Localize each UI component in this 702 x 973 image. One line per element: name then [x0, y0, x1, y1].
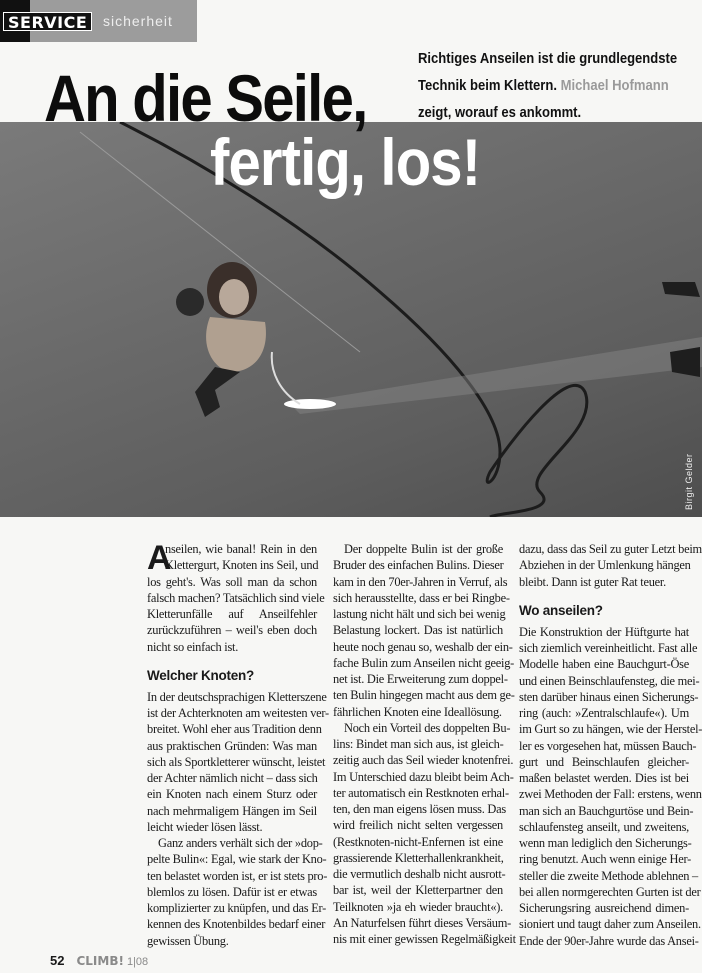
- text-line: der Achter nämlich nicht – dass sich: [147, 771, 318, 785]
- text-line: sich als Sportkletterer wünscht, leistet: [147, 754, 326, 769]
- text-line: In der deutschsprachigen Kletterszene: [147, 689, 327, 704]
- paragraph: [519, 624, 702, 949]
- text-line: schlaufensteg anseilt, und zweitens,: [519, 819, 689, 834]
- page-footer: [50, 953, 148, 968]
- headline-line-2: fertig, los!: [210, 125, 481, 199]
- text-line: net ist. Die Erweiterung zum doppel-: [333, 672, 508, 686]
- text-line: komplizierter zu knüpfen, und das Er-: [147, 901, 327, 915]
- text-line: zurückzuführen – weil's eben doch: [147, 623, 317, 638]
- text-line: blemlos zu lösen. Dafür ist er etwas: [147, 884, 317, 899]
- paragraph: [147, 835, 328, 949]
- text-line: im Gurt so zu hängen, wie der Herstel-: [519, 722, 702, 737]
- text-line: aus praktischen Gründen: Was man: [147, 738, 317, 753]
- text-line: Die Konstruktion der Hüftgurte hat: [519, 624, 689, 639]
- text-line: Kletterunfälle auf Anseilfehler: [147, 607, 317, 621]
- text-line: man sich an Bauchgurtöse und Bein-: [519, 803, 694, 818]
- magazine-name: CLIMB!: [76, 954, 124, 968]
- deck-text: Technik beim Klettern.: [418, 78, 557, 94]
- text-line: Ganz anders verhält sich der »dop-: [158, 836, 323, 850]
- headline-line-1: An die Seile,: [44, 61, 367, 135]
- text-line: ring (auch: »Zentralschlaufe«). Um: [519, 706, 689, 720]
- issue-number: 1|08: [126, 956, 149, 968]
- text-line: sten darüber hinaus einen Sicherungs-: [519, 689, 699, 704]
- page-number: 52: [50, 953, 65, 968]
- text-line: breitet. Wohl eher aus Tradition denn: [147, 722, 322, 737]
- text-line: Teilknoten »ja eh wieder braucht«).: [333, 899, 503, 914]
- text-line: sioniert und taugt daher zum Anseilen.: [519, 917, 701, 932]
- climber-body: [206, 317, 266, 372]
- text-line: wenn man lediglich den Sicherungs-: [519, 836, 692, 850]
- text-line: fährlichen Knoten eine Ideallösung.: [333, 704, 502, 719]
- text-line: heute noch genau so, weshalb der ein-: [333, 639, 513, 654]
- subsection-label: sicherheit: [103, 13, 173, 29]
- text-line: Bruder des einfachen Bulins. Dieser: [333, 558, 504, 573]
- author-name: Michael Hofmann: [560, 78, 669, 94]
- text-line: pelte Bulin«: Egal, wie stark der Kno-: [147, 852, 327, 867]
- text-line: steller die zweite Methode ablehnen –: [519, 868, 698, 883]
- text-line: gewissen Übung.: [147, 933, 229, 948]
- article-deck: [418, 46, 678, 127]
- text-line: bei allen normgerechten Gurten ist der: [519, 884, 701, 899]
- article-column-1: [147, 539, 329, 949]
- text-line: lins: Bindet man sich aus, ist gleich-: [333, 737, 504, 751]
- text-line: Der doppelte Bulin ist der große: [344, 542, 503, 556]
- deck-line-2: [418, 73, 674, 100]
- text-line: los geht's. Was soll man da schon: [147, 574, 317, 589]
- text-line: ist der Achterknoten am weitesten ver-: [147, 706, 329, 720]
- paragraph: [147, 539, 325, 655]
- text-line: nach mehrmaligem Hängen im Seil: [147, 803, 317, 818]
- text-line: ring benutzt. Auch wenn einige Her-: [519, 852, 691, 867]
- section-label: SERVICE: [3, 12, 92, 31]
- section-heading: Wo anseilen?: [519, 602, 603, 618]
- text-line: bar ist, weil der Kletterpartner den: [333, 883, 503, 898]
- text-line: nis mit einer gewissen Regelmäßigkeit: [333, 932, 516, 946]
- text-line: Im Unterschied dazu bleibt beim Ach-: [333, 769, 514, 784]
- text-line: ler es vorgesehen hat, müssen Bauch-: [519, 738, 697, 753]
- text-line: nicht so einfach ist.: [147, 639, 239, 654]
- paragraph: [333, 720, 516, 948]
- text-line: grassierende Kletterhallenkrankheit,: [333, 850, 504, 865]
- paragraph: [519, 541, 702, 590]
- text-line: wird freilich nicht selten vergessen: [333, 818, 503, 833]
- text-line: kennen des Knotenbildes bedarf einer: [147, 917, 326, 932]
- text-line: lastung nicht hält und sich bei wenig: [333, 607, 506, 621]
- deck-line-1: Richtiges Anseilen ist die grundlegendste: [418, 51, 678, 67]
- text-line: zeitig auch das Seil wieder knotenfrei.: [333, 753, 514, 768]
- text-line: ten belastet worden ist, er ist stets pro-: [147, 868, 328, 883]
- text-line: An Naturfelsen führt dieses Versäum-: [333, 915, 511, 930]
- text-line: gurt und Beinschlaufen gleicher-: [519, 754, 689, 769]
- text-line: bleibt. Dann ist guter Rat teuer.: [519, 574, 666, 589]
- text-line: die vermutlich deshalb nicht ausrott-: [333, 867, 506, 881]
- article-column-2: [333, 541, 516, 947]
- text-line: ten Bulin hingegen macht aus dem ge-: [333, 688, 515, 703]
- text-line: maßen belastet werden. Dies ist bei: [519, 771, 689, 785]
- text-line: falsch machen? Tatsächlich sind viele: [147, 590, 325, 605]
- text-line: Abziehen in der Umlenkung hängen: [519, 558, 691, 573]
- text-line: dazu, dass das Seil zu guter Letzt beim: [519, 542, 702, 556]
- text-line: Belastung lockert. Das ist natürlich: [333, 623, 503, 638]
- text-line: ter automatisch ein Restknoten erhal-: [333, 785, 509, 800]
- text-line: Klettergurt, Knoten ins Seil, und: [165, 558, 319, 573]
- text-line: nseilen, wie banal! Rein in den: [165, 542, 317, 556]
- paragraph: [333, 541, 515, 720]
- text-line: Modelle haben eine Bauchgurt-Öse: [519, 657, 689, 672]
- chalk-bag: [176, 288, 204, 316]
- text-line: leicht wieder lösen lässt.: [147, 819, 263, 834]
- section-heading: Welcher Knoten?: [147, 667, 255, 683]
- climber-legs: [195, 367, 240, 417]
- text-line: (Restknoten-nicht-Enfernen ist eine: [333, 834, 503, 849]
- light-spot: [284, 399, 336, 409]
- paragraph: [147, 689, 329, 835]
- text-line: Sicherungsring ausreichend dimen-: [519, 901, 689, 915]
- text-line: zwei Methoden der Fall: erstens, wenn: [519, 787, 702, 802]
- text-line: sich herausstellte, dass er bei Ringbe-: [333, 590, 510, 605]
- text-line: fache Bulin zum Anseilen nicht geeig-: [333, 655, 515, 670]
- rope-end: [272, 352, 300, 404]
- text-line: Noch ein Vorteil des doppelten Bu-: [344, 720, 511, 735]
- text-line: sich ziemlich vereinheitlicht. Fast alle: [519, 641, 698, 655]
- text-line: kam in den 70er-Jahren in Verruf, als: [333, 574, 508, 589]
- deck-line-3: zeigt, worauf es ankommt.: [418, 105, 582, 121]
- climber-face: [219, 279, 249, 315]
- light-beam: [290, 337, 702, 414]
- article-column-3: [519, 541, 702, 949]
- text-line: Ende der 90er-Jahre wurde das Ansei-: [519, 933, 699, 948]
- text-line: ein Knoten nach einem Sturz oder: [147, 787, 317, 802]
- drop-cap: A: [147, 539, 172, 577]
- photo-credit: Birgit Gelder: [684, 453, 694, 510]
- text-line: ten, den man eigens lösen muss. Das: [333, 802, 506, 816]
- text-line: und einen Beinschlaufensteg, die mei-: [519, 673, 700, 688]
